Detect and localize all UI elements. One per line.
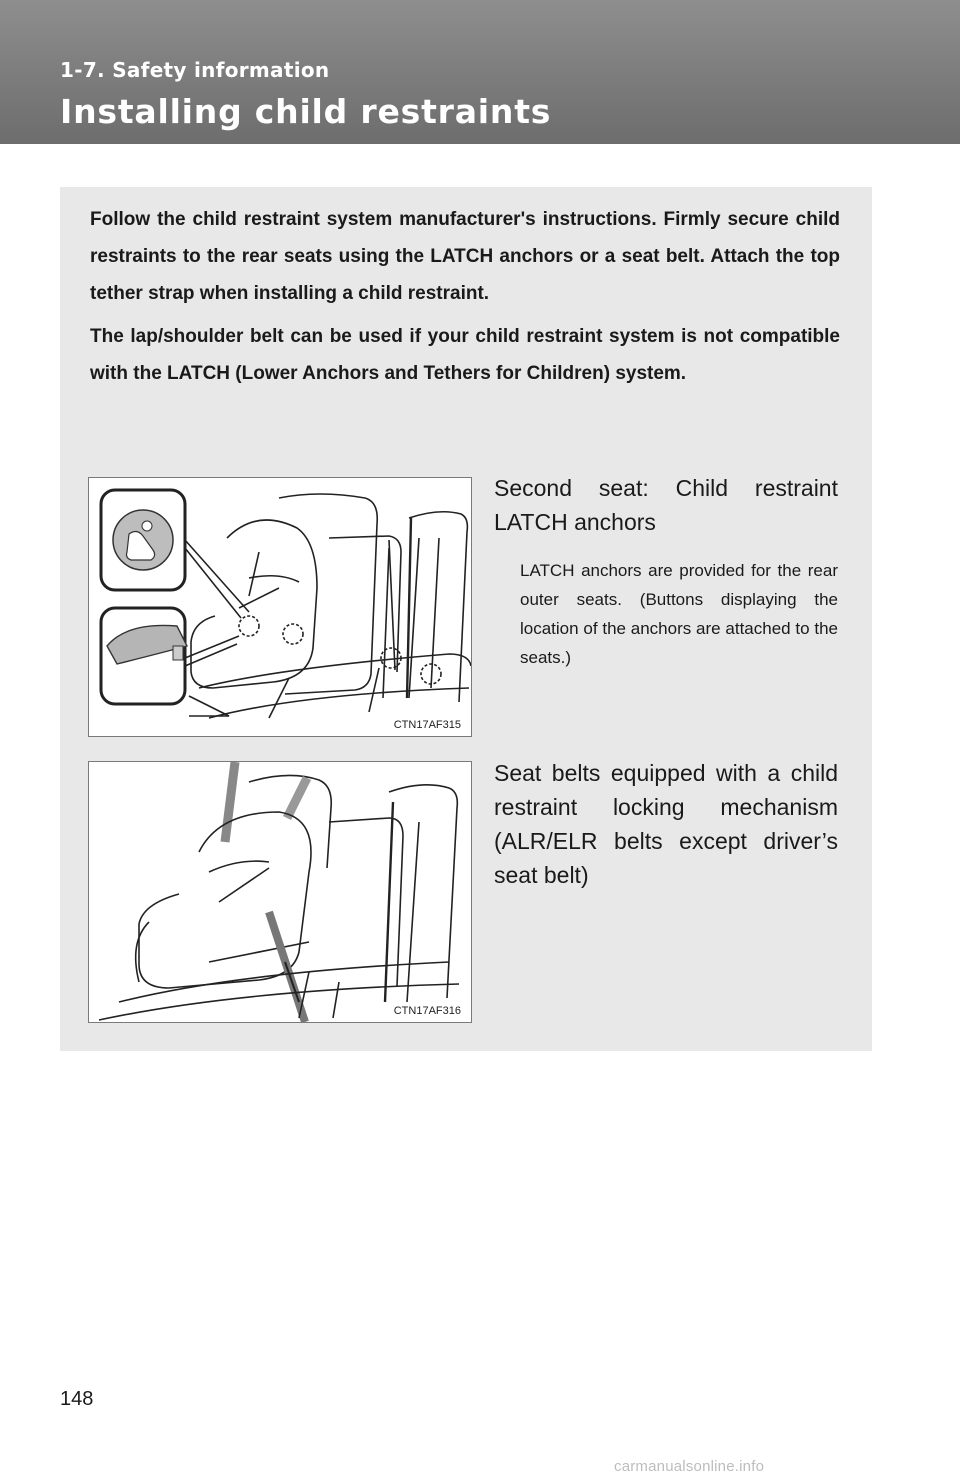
child-seat-symbol-icon: [113, 510, 173, 570]
latch-anchors-heading: Second seat: Child restraint LATCH anchors: [494, 475, 838, 535]
page-header: [0, 0, 960, 144]
intro-paragraph-2: The lap/shoulder belt can be used if your child restraint system is not compatible with the LATCH (Lower Anchors and Tethers for Children) system.: [90, 326, 840, 384]
seat-belt-illustration: [88, 761, 472, 1023]
section-label: 1-7. Safety information: [60, 58, 330, 82]
figure-code: CTN17AF315: [393, 719, 461, 731]
latch-anchors-illustration: [88, 477, 472, 737]
page-number: 148: [60, 1388, 94, 1410]
latch-anchors-note: LATCH anchors are provided for the rear outer seats. (Buttons displaying the location of the anchors are attached to the seats.): [520, 561, 838, 667]
intro-text: [90, 201, 840, 398]
info-panel: [60, 187, 872, 1051]
figure-code: CTN17AF316: [393, 1005, 461, 1017]
seat-belt-heading: Seat belts equipped with a child restraint locking mechanism (ALR/ELR belts except driver’s seat belt): [494, 760, 838, 888]
page-title: Installing child restraints: [60, 92, 552, 131]
latch-seat-drawing: [89, 478, 471, 736]
seat-belt-drawing: [89, 762, 471, 1022]
intro-paragraph-1: Follow the child restraint system manufacturer's instructions. Firmly secure child restraints to the rear seats using the LATCH anchors or a seat belt. Attach the top tether strap when installing a child restraint.: [90, 209, 840, 304]
watermark: carmanualsonline.info: [614, 1458, 765, 1475]
